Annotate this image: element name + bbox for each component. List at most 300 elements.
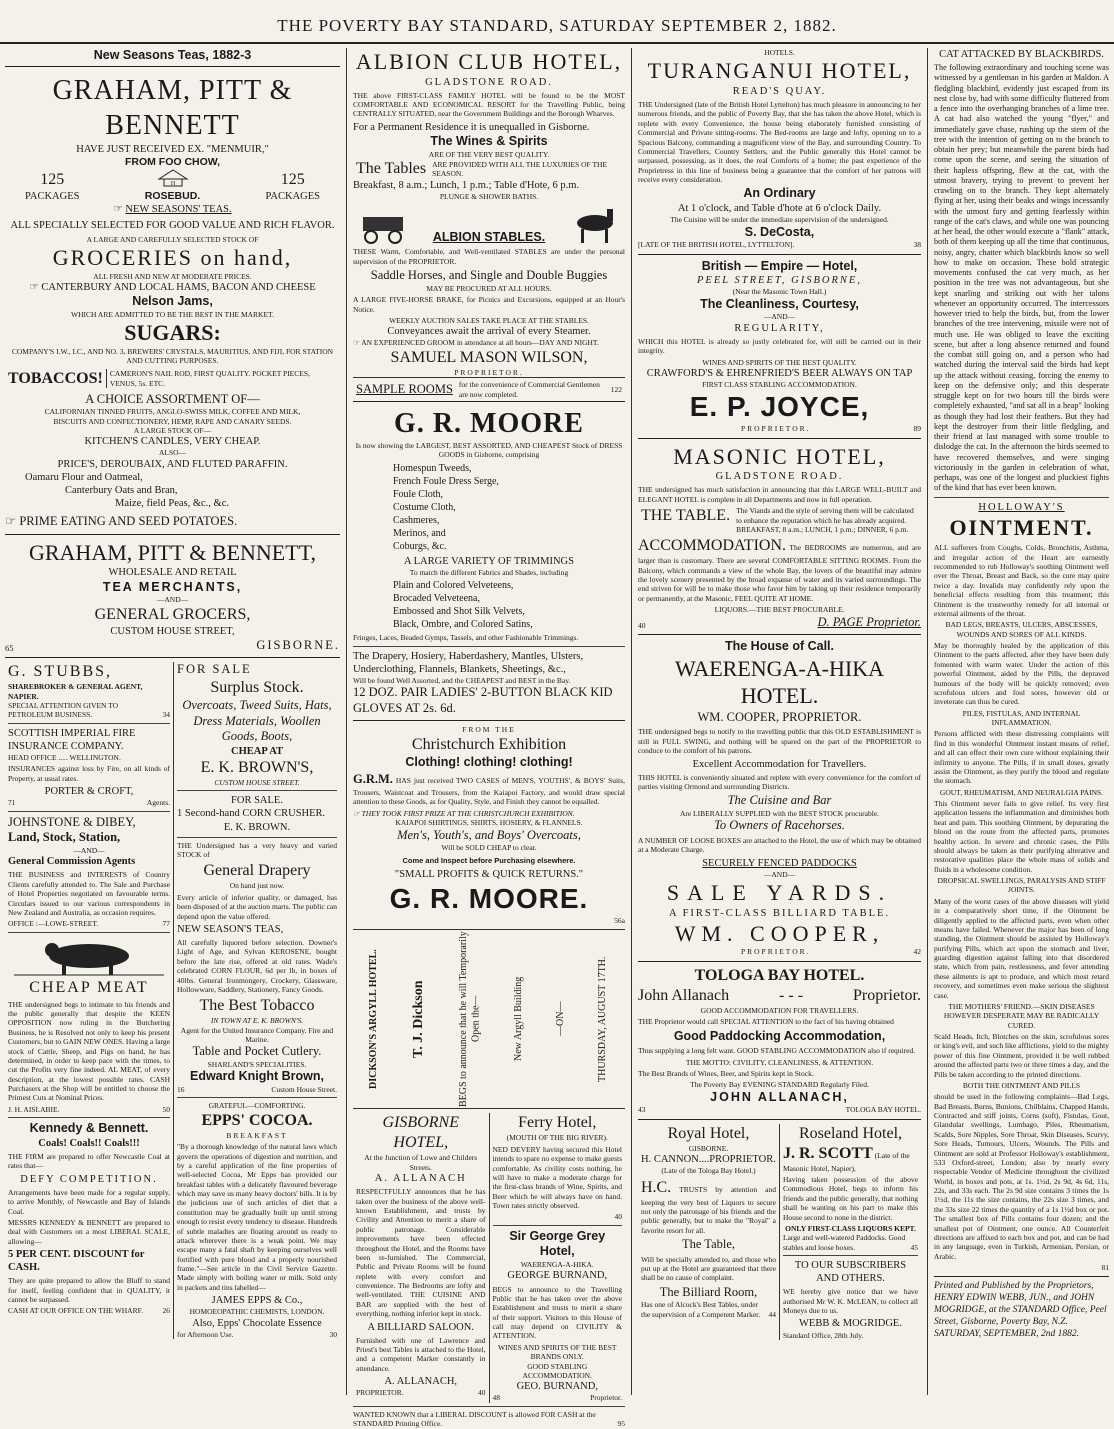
vertical-text: New Argyll Building <box>512 977 524 1062</box>
billiard-heading: A BILLIARD SALOON. <box>367 1321 474 1333</box>
tea-merchants: TEA MERCHANTS, <box>102 579 243 594</box>
agent-text: Agent for the United Insurance Company. Fire and Marine. <box>180 1025 334 1044</box>
profits-text: "SMALL PROFITS & QUICK RETURNS." <box>394 868 584 880</box>
permanent-text: For a Permanent Residence it is unequalled in Gisborne. <box>353 121 590 133</box>
hc-text: TRUSTS by attention and keeping the very best of Liquors to secure not only the patronage of his friends and the public generally, but to make the "Royal" a favorite resort for all. <box>641 1184 776 1235</box>
burnand-row <box>493 1393 623 1402</box>
svg-text:H: H <box>170 180 175 187</box>
porter-text: PORTER & CROFT, <box>44 786 134 798</box>
auction-text: WEEKLY AUCTION SALES TAKE PLACE AT THE STABLES. <box>389 315 589 325</box>
arrange-text: Arrangements have been made for a regular supply, to arrive Monthly, of Newcastle and Bay of Islands Coal. <box>8 1187 170 1216</box>
stubbs-heading: G. STUBBS, <box>8 663 113 681</box>
carriage-icon <box>353 205 413 245</box>
rosebud-brand: ROSEBUD. <box>144 189 201 202</box>
liberally-text: Are LIBERALLY SUPPLIED with the BEST STOCK procurable. <box>679 809 880 818</box>
cheap-meat-heading: CHEAP MEAT <box>29 978 149 996</box>
grm-block <box>353 772 625 806</box>
hc-initials: H.C. <box>641 1178 672 1196</box>
table2-text: Will be specially attended to, and those who put up at the Hotel are guaranteed that there shall be no cause of complaint. <box>641 1254 776 1283</box>
office-text: OFFICE :—LOWE-STREET. <box>8 919 99 929</box>
col1-lower <box>5 662 340 1339</box>
stables-text: Large and well-watered Paddocks. Good stables and loose boxes. <box>783 1233 906 1252</box>
sample-heading: SAMPLE ROOMS <box>356 381 453 396</box>
land-heading: Land, Stock, Station, <box>8 830 121 845</box>
browns-heading: E. K. BROWN'S, <box>200 758 314 776</box>
teas-text: All carefully liquored before selection. Downer's Light of Age, and Sylvan KEROSENE, bought before the late rise, offered at old rates. Wade's celebrated CORN FLOUR, 6d per lb, in boxes of 40lbs. General Ironmongery, Crockery, Glassware, Hollowware, Saddlery, Stationery, Fancy Goods. <box>177 938 337 994</box>
list-item: Black, Ombre, and Colored Satins, <box>393 619 533 631</box>
near-text: (Near the Masonic Town Hall.) <box>732 287 827 297</box>
ad-number: 89 <box>913 424 921 434</box>
sample-row <box>353 377 625 402</box>
moore-text: Is now showing the LARGEST, BEST ASSORTED, AND CHEAPEST Stock of DRESS GOODS in Gisborne, comprising <box>355 440 623 460</box>
best-tobacco: The Best Tobacco <box>199 997 315 1015</box>
stock-text: A LARGE AND CAREFULLY SELECTED STOCK OF <box>86 234 259 244</box>
town-row <box>5 638 340 654</box>
prize-line <box>353 809 625 818</box>
fringes-text: Fringes, Laces, Beaded Gymps, Tassels, and other Fashionable Trimmings. <box>353 633 579 643</box>
head-office: HEAD OFFICE ..... WELLINGTON. <box>8 753 121 762</box>
ointment-text: ALL sufferers from Coughs, Colds, Bronchitis, Asthma, and irregular action of the Heart are earnestly recommended to rub Holloway's soothing Ointment well over the Throat, Breast and Back, so the cure may quire twice a day. Invalids may confidently rely upon the beneficial effects resulting from this treatment; this Ointment is the trustworthy remedy for all internal or external ailments of the throat. <box>934 543 1109 618</box>
sold-text: Will be SOLD CHEAP to clear. <box>441 843 537 853</box>
piles-heading: PILES, FISTULAS, AND INTERNAL INFLAMMATION. <box>962 708 1081 727</box>
stables-heading: ALBION STABLES. <box>432 229 546 244</box>
accommodation-block <box>638 536 921 603</box>
both-text: should be used in the following complaints—Bad Legs, Bad Breasts, Burns, Bunions, Chilblains, Chapped Hands, Contracted and stiff joints, Corns (soft), Fistulas, Gout, Glandular swellings, Lumbago, Piles, Rheumatism, Scalds, Sore Nipples, Sore Throat, Skin Diseases, Scurvy, Sore Heads, Tumours, Ulcers, Wounds. The Pills and Ointment are sold at Professor Holloway's establishment, 533 Oxford-street, London; also by nearly every respectable Vendor of Medicine throughout the civilized World, in boxes and pots, at 1s. 1½d, 2s 9d, 4s 6d, 11s, 22s, and 33s each. The 2s 9d size contains 3 times the 1s 1½d, the 11s the size contains, the 22s size 3 times, and the 33s size 22 times the quantity of a 1s 1½d box or pot. The smallest box of Pills contains four dozen; and the smallest pot of Ointment, one ounce. All Counterfeit directions are affixed to each box and pot, and can be had in any language, even in Turkish, Armenian, Persian, or Arabic. <box>934 1092 1109 1261</box>
mothers-heading: THE MOTHERS' FRIEND.—SKIN DISEASES HOWEVER DESPERATE MAY BE RADICALLY CURED. <box>943 1001 1100 1030</box>
bull-icon <box>14 936 164 976</box>
custom-street: CUSTOM HOUSE STREET. <box>214 777 300 787</box>
cannon-heading: H. CANNON....PROPRIETOR. <box>641 1154 776 1165</box>
ad-number: 65 <box>5 642 14 653</box>
list-item: Coburgs, &c. <box>393 540 447 552</box>
package-count: 125 <box>280 170 305 188</box>
epps-heading: EPPS' COCOA. <box>201 1111 313 1129</box>
drapery-heading: General Drapery <box>203 862 311 880</box>
allanach-text: RESPECTFULLY announces that he has taken over the business of the above well-known Establishment, and trusts by Civility and Attention to merit a share of public patronage. Considerable improvements have been effected throughout the Hotel, and the Rooms have been re-furnished. The Commercial, Public and Private Rooms will be found replete with every comfort and convenience. The Bedrooms are lofty and well-ventilated. THE CUISINE AND BAR are supplied with the best of everything, nothing inferior kept in stock. <box>356 1187 486 1319</box>
turanganui-heading: TURANGANUI HOTEL, <box>647 58 912 84</box>
ad-number: 44 <box>768 1309 776 1319</box>
roseland-text: Having taken possession of the above Commodious Hotel, begs to inform his friends and the public generally, that nothing shall be wanting on his part to make this House second to none in the district. <box>783 1175 918 1222</box>
cuisine-text: The Cuisine will be under the immediate supervision of the undersigned. <box>670 215 889 225</box>
firm-text: THE FIRM are prepared to offer Newcastle Coal at rates that— <box>8 1151 170 1171</box>
ad-number: 16 <box>177 1085 185 1094</box>
cat-text: The following extraordinary and touching scene was witnessed by a gentleman in his garden at Maldon. A fledgling blackbird, evidently just escaped from its nest close by, had with some difficulty fluttered from a fence into the overhanging branches of a lime tree. A cat had also watched the young "flyer," and immediately gave chase, rushing up the stem of the tree with the intention of getting on to the branch to obtain her prey; but meanwhile the parent birds had come upon the scene, and seeing the situation of their hapless offspring, flew at the cat, with the utmost bravery, trying to prevent to prevent her crawling on to the branch. They kept alternately flying at her, using their beaks and wings incessantly with the utmost fury and getting fearlessly within range of the cat's claws, and while one was pouncing at her head, the other would execute a "flank" attack, both of them keeping up all the time that continuous, noisy, angry, chatter which blackbirds know so well how to make on occasion. These bold strategic movements confused the cat very much, as her position in the tree was not advantageous, but she kept snarling and striking out with her talons whenever an opportunity occurred. The intercessors however tried to help the birds, but, from the lower branches of the tree intervening, missile were not of much use. He was obliged to leave the exciting scene, but after a long absence returned and found the combat still going on, and a person who had watched during the interval said the birds had kept up the attack without ceasing, forcing the enemy to keep on the defensive only; and this desperate struggle kept on for two hours till the birds were completely exhausted, "and sat all in a heap" looking as though they had lost their feathers. But they had kept the destroyer from their little fledgling, and their friend at last managed with some trouble to dislodge the cat. In the afternoon the birds seemed to have recovered themselves, and were singing victoriously in the garden in celebration of what, perhaps, was one of the longest and pluckiest fights of the kind that has ever been known. <box>934 63 1109 493</box>
stubbs-sub: SHAREBROKER & GENERAL AGENT, NAPIER. <box>8 682 143 701</box>
match-text: To match the different Fabrics and Shades, including <box>409 567 569 577</box>
trimmings-text: A LARGE VARIETY OF TRIMMINGS <box>404 555 574 567</box>
moore-heading-2: G. R. MOORE. <box>389 883 589 914</box>
page-row <box>638 615 921 631</box>
paddocks-text: SECURELY FENCED PADDOCKS <box>702 857 857 869</box>
col2-lower <box>353 1113 625 1402</box>
proprietor-label: Proprietor. <box>852 986 921 1004</box>
prize-text: THEY TOOK FIRST PRIZE AT THE CHRISTCHURCH EXHIBITION. <box>361 808 575 818</box>
conveyances-text: Conveyances await the arrival of every Steamer. <box>387 326 591 338</box>
page-text: D. PAGE Proprietor. <box>817 614 921 629</box>
maize-text: Maize, field Peas, &c., &c. <box>115 498 230 510</box>
afternoon-text: for Afternoon Use. <box>177 1329 234 1339</box>
johnstone-heading: JOHNSTONE & DIBEY, <box>8 814 136 829</box>
and-text: —AND— <box>73 845 105 855</box>
ad-number: 42 <box>913 947 921 957</box>
office-text: Standard Office, 28th July. <box>783 1330 864 1340</box>
allanach-heading: A. ALLANACH <box>374 1173 467 1185</box>
both-heading: BOTH THE OINTMENT AND PILLS <box>962 1080 1081 1090</box>
fruits-text: CALIFORNIAN TINNED FRUITS, ANGLO-SWISS MILK, COFFEE AND MILK, BISCUITS AND CONFECTIONERY, HEMP, RAPE AND CANARY SEEDS. <box>44 407 301 426</box>
subscribers-heading: TO OUR SUBSCRIBERS AND OTHERS. <box>794 1260 907 1285</box>
conv-text: THIS HOTEL is conveniently situated and replete with every convenience for the comfort of parties visiting Ormond and surrounding Districts. <box>638 772 921 791</box>
drapery-text: Every article of inferior quality, or damaged, has been disposed of at the auction marts. The public can depend upon the value offered. <box>177 892 337 921</box>
proprietor-label: Proprietor. <box>590 1393 622 1403</box>
packages-row <box>5 169 340 203</box>
ferry-row <box>493 1212 623 1221</box>
decosta-row <box>638 240 921 249</box>
column-1 <box>0 48 345 1395</box>
tables-row <box>353 159 625 179</box>
scottish-heading: SCOTTISH IMPERIAL FIRE INSURANCE COMPANY. <box>8 727 136 752</box>
paraffin-text: PRICE'S, DEROUBAIX, AND FLUTED PARAFFIN. <box>57 458 288 470</box>
gout-text: This Ointment never fails to give relief. Its very first application lessens the inflammation and diminishes both heat and pain. This soothing Ointment, by depurating the blood on the route from the affected parts, promotes healthy action. In severe and chronic cases, the Pills should always be taken as their purifying alterative and restorative qualities place the whole mass of solids and fluids in a wholesome condition. <box>934 799 1109 874</box>
cheap-at: CHEAP AT <box>230 745 284 757</box>
loose-text: A NUMBER OF LOOSE BOXES are attached to the Hotel, the use of which may be obtained at a Moderate Charge. <box>638 836 921 855</box>
wines-heading: The Wines & Spirits <box>430 133 548 148</box>
webb-text: WEBB & MOGRIDGE. <box>799 1318 902 1330</box>
late-text: [LATE OF THE BRITISH HOTEL, LYTTELTON]. <box>638 240 795 250</box>
ferry-hotel-ad <box>489 1113 626 1402</box>
and-text: —AND— <box>763 312 796 322</box>
tobaccos-sub: CAMERON'S NAIL ROD, FIRST QUALITY. POCKET PIECES, VENUS, 5s. ETC. <box>106 369 340 388</box>
decosta-heading: S. DeCosta, <box>744 224 815 239</box>
stabling-text: GOOD STABLING ACCOMMODATION. <box>522 1361 592 1380</box>
list-item: Homespun Tweeds, <box>393 462 472 474</box>
crusher-text: 1 Second-hand CORN CRUSHER. <box>177 808 326 820</box>
list-item: Foule Cloth, <box>393 488 444 500</box>
received-line: HAVE JUST RECEIVED EX. "MENMUIR," <box>76 143 269 155</box>
turanganui-text: THE Undersigned (late of the British Hotel Lyttelton) has much pleasure in announcing to her numerous friends, and the public of Poverty Bay, that she has taken the above Hotel, which is replete with every Convenience, the house being elaborately furnished consisting of Commercial and Private sitting-rooms. The Bed-rooms are large and lofty, opening on to a Spacious Balcony, commanding a magnificent view of the Bay, and surrounding Country. To Commercial Travellers, Country Settlers, and the Public generally this Hotel cannot be surpassed, possessing, as it does, the real Comforts of a home; the past experience of the Proprietress in this line of business being a guarantee that the comfort of her patrons will receive every consideration. <box>638 100 921 184</box>
good-text: GOOD ACCOMMODATION FOR TRAVELLERS. <box>700 1005 859 1015</box>
jams-sub: WHICH ARE ADMITTED TO BE THE BEST IN THE MARKET. <box>71 309 274 319</box>
albion-heading: ALBION CLUB HOTEL, <box>355 49 623 74</box>
overcoats-heading: Men's, Youth's, and Boys' Overcoats, <box>397 827 581 842</box>
piles-text: Persons afflicted with these distressing complaints will find in this wonderful Ointment instant means of relief, and all can effect their own cure without explaining their infirmity to anyone. The Pills, if in small doses, greatly assist the Ointment, as they purify the blood and regulate the stomach. <box>934 729 1109 786</box>
both-row <box>934 1263 1109 1272</box>
billiard-text: A FIRST-CLASS BILLIARD TABLE. <box>668 907 891 919</box>
gladstone-text: GLADSTONE ROAD. <box>715 471 844 483</box>
dropsy-text: Many of the worst cases of the above diseases will yield in a comparatively short time, if the Ointment be diligently applied to the affected parts, even when other means have failed. Whenever the major has been of long standing, the Ointment should be assisted by Holloway's purifying Pills, which act upon the stomach and liver, guarding digestion against falling into that disordered state, which from pain, restlessness, and fever attending these ailments is apt to produce, and which most retard recovery, and sometimes even make serious the slightest case. <box>934 896 1109 1000</box>
velvet-list <box>393 579 625 631</box>
cleanliness-heading: The Cleanliness, Courtesy, <box>700 296 859 311</box>
list-item: Plain and Colored Velveteens, <box>393 580 514 592</box>
table-text: The Viands and the style of serving them will be calculated to enhance the reputation which he has already acquired. BREAKFAST, 8 a.m.; LUNCH, 1 p.m.; DINNER, 6 p.m. <box>736 506 914 534</box>
liquors-text: LIQUORS.—THE BEST PROCURABLE. <box>714 605 845 615</box>
ad-number: 43 <box>638 1105 646 1115</box>
meals-text: Breakfast, 8 a.m.; Lunch, 1 p.m.; Table d'Hote, 6 p.m. <box>353 179 580 191</box>
gout-heading: GOUT, RHEUMATISM, AND NEURALGIA PAINS. <box>939 787 1104 797</box>
junction-text: At the Junction of Lowe and Childers Streets. <box>364 1153 478 1172</box>
ad-number: 95 <box>617 1419 625 1429</box>
aislabie-text: J. H. AISLABIE. <box>8 1104 60 1114</box>
gloves-text: 12 DOZ. PAIR LADIES' 2-BUTTON BLACK KID GLOVES AT 2s. 6d. <box>353 685 613 715</box>
tobaccos-heading: TOBACCOS! <box>8 369 103 387</box>
royal-hotel-ad <box>638 1124 779 1340</box>
pointing-hand-icon: ☞ <box>113 203 123 215</box>
billiard-row <box>641 1300 776 1319</box>
epps-text: "By a thorough knowledge of the natural laws which govern the operations of digestion and nutrition, and by a careful application of the fine properties of well-selected Cocoa, Mr Epps has provided our breakfast tables with a delicately flavoured beverage which may save us many heavy doctors' bills. It is by the judicious use of such articles of diet that a constitution may be gradually built up until strong enough to resist every tendency to disease. Hundreds of subtle maladies are floating around us ready to attack wherever there is a weak point. We may escape many a fatal shaft by keeping ourselves well fortified with pure blood and a properly nourished frame."—See article in the Civil Service Gazette. Made simply with boiling water or milk. Sold only in packets and tins labelled— <box>177 1142 337 1292</box>
roseland-heading: Roseland Hotel, <box>798 1124 903 1142</box>
new-seasons-label: NEW SEASONS' TEAS. <box>125 203 232 215</box>
vertical-text: THURSDAY, AUGUST 17TH. <box>597 956 609 1083</box>
tologa-text: THE Proprietor would call SPECIAL ATTENTION to the fact of his having obtained <box>638 1017 894 1027</box>
custom-street-2: Custom House Street. <box>271 1085 337 1094</box>
bacon-text: CANTERBURY AND LOCAL HAMS, BACON AND CHEESE <box>41 282 316 294</box>
breakfast-text: BREAKFAST <box>226 1130 288 1140</box>
ad-number: 40 <box>638 620 646 630</box>
john-sign: JOHN ALLANACH, <box>710 1089 849 1104</box>
epps-pre: GRATEFUL—COMFORTING. <box>208 1101 306 1111</box>
accommodation-heading: ACCOMMODATION. <box>638 537 787 555</box>
cat-heading: CAT ATTACKED BY BLACKBIRDS. <box>939 49 1104 60</box>
selected-text: ALL SPECIALLY SELECTED FOR GOOD VALUE AND RICH FLAVOR. <box>10 219 335 231</box>
gladstone-road: GLADSTONE ROAD. <box>425 76 553 88</box>
ad-number: 71 <box>8 798 16 808</box>
joyce-row <box>638 424 921 433</box>
ekb-text: E. K. BROWN. <box>223 821 291 833</box>
and-text: —AND— <box>763 869 796 879</box>
subscribers-text: WE hereby give notice that we have authorised Mr W. K. McLEAN, to collect all Moneys due to us. <box>783 1287 918 1315</box>
ad-number: 40 <box>478 1388 486 1398</box>
stables-row <box>783 1233 918 1252</box>
stubbs-text-row <box>8 701 170 720</box>
coals-heading: Coals! Coals!! Coals!!! <box>38 1137 140 1149</box>
sale-heading: FOR SALE <box>177 662 252 677</box>
cooper-row <box>638 947 921 956</box>
legs-heading: BAD LEGS, BREASTS, ULCERS, ABSCESSES, WOUNDS AND SORES OF ALL KINDS. <box>945 620 1098 639</box>
sample-text: for the convenience of Commercial Gentlemen are now completed. <box>458 380 600 399</box>
owners-heading: To Owners of Racehorses. <box>714 818 845 833</box>
candles-text: KITCHEN'S CANDLES, VERY CHEAP. <box>84 436 261 448</box>
albion-text: THE above FIRST-CLASS FAMILY HOTEL will be found to be the MOST COMFORTABLE AND ECONOMICAL RESORT for the Travelling Public, being CENTRALLY SITUATED, near the Government Buildings and the Borough Wharves. <box>353 90 625 119</box>
john-row <box>638 986 921 1006</box>
also-text: ALSO— <box>158 448 187 458</box>
meat-text: THE undersigned begs to intimate to his friends and the public generally that despite the KEEN OPPOSITION now ruling in the Butchering Business, he is Resolved not only to keep his present Customers, but to GAIN NEW ONES. Having a large stock of Cattle, Sheep, and Pigs on hand, he has determined, in order to keep pace with the times, to cut the Profits very fine indeed. AL MEAT, of every description, at the lowest possible rates. CASH Purchasers at the Shop will be entitled to choose the Primest Cuts at Nominal Prices. <box>8 999 170 1103</box>
holloways-heading: HOLLOWAY'S <box>978 501 1065 513</box>
from-line: FROM FOO CHOW, <box>124 155 221 168</box>
tologa-sign: TOLOGA BAY HOTEL. <box>845 1105 921 1115</box>
vertical-text: BEGS to announce that he will Temporarily Open the— <box>457 931 482 1108</box>
date-text: SATURDAY, SEPTEMBER, 2nd 1882. <box>934 1328 1079 1339</box>
from-text: FROM THE <box>462 725 516 735</box>
ad-number: 34 <box>162 710 170 720</box>
moore-row <box>353 916 625 925</box>
list-item: French Foule Dress Serge, <box>393 475 499 487</box>
masthead-title: THE POVERTY BAY STANDARD, SATURDAY SEPTEMBER 2, 1882. <box>277 16 837 35</box>
printed-text: Printed and Published by the Proprietors, HENRY EDWIN WEBB, JUN., and JOHN MOGRIDGE, at the STANDARD Office, Peel Street, Gisborne, Poverty Bay, N.Z. <box>934 1281 1107 1327</box>
billiard-text: Furnished with one of Lawrence and Priest's best Tables is attached to the Hotel, and a competent Marker constantly in attendance. <box>356 1335 486 1373</box>
cash-row <box>8 1306 170 1315</box>
inspect-text: Come and Inspect before Purchasing elsewhere. <box>402 855 576 865</box>
potatoes-text: PRIME EATING AND SEED POTATOES. <box>19 514 238 529</box>
old-text: THE undersigned begs to notify to the travelling public that this OLD ESTABLISHMENT is still in FULL SWING, and nothing will be spared on the part of the PROPRIETOR to conduce to the comfort of his patrons. <box>638 727 921 756</box>
grm-heading: G.R.M. <box>353 772 393 787</box>
which-text: WHICH this HOTEL is already so justly celebrated for, will still be carried out in their integrity. <box>638 336 921 356</box>
billiard-room-text: Has one of Alcock's Best Tables, under the supervision of a Competent Marker. <box>641 1300 761 1319</box>
billiard-room-heading: The Billiard Room, <box>659 1284 758 1299</box>
business-text: THE BUSINESS and INTERESTS of Country Clients carefully attended to. The Sale and Purchase of Hotel Properties negotiated on favourable terms. Circulars issued to our various correspondents in New Zealand and Australia, as occasion requires. <box>8 870 170 917</box>
hc-block <box>641 1178 776 1236</box>
hand-text: On hand just now. <box>229 881 285 891</box>
wines-text: WINES AND SPIRITS OF THE BEST BRANDS ONLY. <box>498 1342 617 1362</box>
for-sale: FOR SALE. <box>231 795 283 807</box>
waerenga-heading: WAERENGA-A-HIKA HOTEL. <box>675 655 884 709</box>
potatoes-line <box>5 514 340 530</box>
column-3 <box>633 48 926 1395</box>
british-heading: British — Empire — Hotel, <box>701 258 858 273</box>
defy-heading: DEFY COMPETITION. <box>20 1173 158 1185</box>
packages-label: PACKAGES <box>265 190 320 202</box>
only-text: ONLY FIRST-CLASS LIQUORS KEPT. <box>785 1223 916 1233</box>
burnand-heading: GEORGE BURNAND, <box>507 1270 608 1282</box>
proprietor-label: PROPRIETOR. <box>454 367 524 377</box>
agents-text: Agents. <box>146 798 170 808</box>
custom-row <box>177 1085 337 1094</box>
wanted-text: WANTED KNOWN that a LIBERAL DISCOUNT is allowed FOR CASH at the STANDARD Printing Office. <box>353 1409 596 1429</box>
vertical-text: —ON— <box>555 1002 567 1037</box>
overcoats-text: Overcoats, Tweed Suits, Hats, Dress Materials, Woollen Goods, Boots, <box>182 697 332 744</box>
stables-text: THESE Warm, Comfortable, and Well-ventilated STABLES are under the personal supervision of the PROPRIETOR. <box>353 247 625 266</box>
bacon-line <box>5 281 340 294</box>
wines-sub: ARE OF THE VERY BEST QUALITY. <box>428 149 550 159</box>
col1-lower-left <box>5 662 173 1339</box>
legs-text: May be thoroughly healed by the application of this Ointment to the parts affected, after they have been duly fomented with warm water. Under the action of this powerful Ointment, aided by the Pills, the depraved humours of the body will be quickly removed; even scrofulous ulcers and foul sores, however old or inveterate can thus be cured. <box>934 641 1109 707</box>
house-heading: The House of Call. <box>724 639 835 654</box>
grey-heading: Sir George Grey Hotel, <box>509 1228 606 1259</box>
vertical-text: T. J. Dickson <box>411 980 427 1059</box>
cutlery-text: Table and Pocket Cutlery. <box>192 1044 322 1059</box>
jrs-heading: J. R. SCOTT <box>783 1144 873 1162</box>
stables-row <box>353 205 625 245</box>
column-2 <box>348 48 630 1429</box>
package-count: 125 <box>40 170 65 188</box>
quay-text: READ'S QUAY. <box>732 85 827 97</box>
ad-number: 50 <box>162 1104 170 1114</box>
ad-number: 45 <box>910 1242 918 1252</box>
ad-number: 122 <box>610 384 622 394</box>
kennedy-heading: Kennedy & Bennett. <box>29 1121 149 1136</box>
dash-separator: - - - <box>779 986 804 1004</box>
saleyards-heading: SALE YARDS. <box>666 880 893 906</box>
ad-number: 30 <box>329 1329 337 1339</box>
burnand-text: BEGS to announce to the Travelling Public that he has taken over the above Establishment and trusts to merit a share of their support. Visitors to this House of call may depend on CIVILITY & ATTENTION. <box>492 1284 622 1341</box>
moore-heading: G. R. MOORE <box>394 407 584 439</box>
tables-heading: The Tables <box>356 159 427 177</box>
house-icon <box>158 169 188 187</box>
ad-number: 81 <box>1101 1263 1109 1272</box>
ordinary-sub: At 1 o'clock, and Table d'hote at 6 o'clock Daily. <box>677 203 882 214</box>
sharland-text: SHARLAND'S SPECIALITIES. <box>207 1060 307 1069</box>
saddle-text: Saddle Horses, and Single and Double Buggies <box>370 268 608 283</box>
fresh-text: ALL FRESH AND NEW AT MODERATE PRICES. <box>93 271 252 281</box>
column-rule <box>631 48 632 1395</box>
packages-label: PACKAGES <box>25 190 80 202</box>
tobaccos-row <box>5 369 340 389</box>
wanted-row <box>353 1410 625 1429</box>
table-heading: THE TABLE. <box>641 507 731 525</box>
general-grocers: GENERAL GROCERS, <box>94 605 251 623</box>
proprietor-label: PROPRIETOR. <box>740 947 811 957</box>
royal-gisborne: GISBORNE. <box>688 1143 729 1153</box>
brake-text: A LARGE FIVE-HORSE BRAKE, for Picnics and Excursions, equipped at an Hour's Notice. <box>353 295 625 314</box>
tables-sub: ARE PROVIDED WITH ALL THE LUXURIES OF THE SEASON. <box>432 159 608 178</box>
dress-goods-list <box>393 462 625 553</box>
standard-text: The Poverty Bay EVENING STANDARD Regularly Filed. <box>690 1080 869 1090</box>
assorted-text: Will be found Well Assorted, and the CHEAPEST and BEST in the Bay. <box>353 675 571 685</box>
commission-heading: General Commission Agents <box>8 856 136 868</box>
cooper-sign: WM. COOPER, <box>674 920 885 946</box>
column-4 <box>929 48 1114 1395</box>
agents-row <box>8 798 170 807</box>
brands-text: The Best Brands of Wines, Beer, and Spirits kept in Stock. <box>638 1068 814 1078</box>
wilson-heading: SAMUEL MASON WILSON, <box>390 348 588 366</box>
royal-heading: Royal Hotel, <box>667 1124 750 1142</box>
procured-text: MAY BE PROCURED AT ALL HOURS. <box>426 283 552 293</box>
cooper-heading: WM. COOPER, PROPRIETOR. <box>697 709 862 724</box>
quality-text: They are quite prepared to allow the Bluff to stand for itself, feeling confident that in QUALITY, it cannot be surpassed. <box>8 1276 170 1304</box>
exhibition-heading: Christchurch Exhibition <box>411 735 567 753</box>
ointment-heading: OINTMENT. <box>949 514 1094 540</box>
table-row <box>638 506 921 534</box>
aislabie-row <box>8 1105 170 1114</box>
jrs-block <box>783 1144 918 1173</box>
jrs-sub: (Late of the Masonic Hotel, Napier), <box>783 1150 910 1173</box>
late-text: (Late of the Tologa Bay Hotel.) <box>661 1166 756 1176</box>
office-row <box>8 919 170 928</box>
wholesale-text: WHOLESALE AND RETAIL <box>108 567 237 579</box>
teas-heading-2: NEW SEASON'S TEAS, <box>177 923 284 935</box>
proprietor-label: PROPRIETOR. <box>356 1388 404 1398</box>
kaiapoi-text: KAIAPOI SHIRTINGS, SHIRTS, HOSIERY, & FLANNELS. <box>395 818 583 828</box>
surplus-heading: Surplus Stock. <box>210 678 304 696</box>
col1-lower-right <box>173 662 340 1339</box>
proprietor-row <box>356 1388 486 1397</box>
insurances-text: INSURANCES against loss by Fire, on all kinds of Property, at usual rates. <box>8 764 170 783</box>
beer-text: CRAWFORD'S & EHRENFRIED'S BEER ALWAYS ON TAP <box>646 367 913 379</box>
jams-heading: Nelson Jams, <box>132 294 213 309</box>
ad-number: 56a <box>614 916 625 925</box>
groom-line <box>353 338 625 347</box>
discount-text: 5 PER CENT. DISCOUNT for CASH. <box>8 1249 145 1274</box>
edward-heading: Edward Knight Brown, <box>189 1069 325 1084</box>
ordinary-heading: An Ordinary <box>743 186 816 201</box>
joyce-heading: E. P. JOYCE, <box>689 391 870 423</box>
list-item: Brocaded Velveteena, <box>393 593 480 605</box>
gisborne-hotel-heading: GISBORNE HOTEL, <box>382 1114 459 1152</box>
pointing-hand-icon: ☞ <box>5 514 17 529</box>
firm-name-2: GRAHAM, PITT & BENNETT, <box>28 539 316 565</box>
list-item: Embossed and Shot Silk Velvets, <box>393 606 525 618</box>
chemists-text: HOMOEOPATHIC CHEMISTS, LONDON. <box>189 1307 325 1317</box>
also-epps: Also, Epps' Chocolate Essence <box>192 1317 322 1329</box>
town-text: GISBORNE. <box>256 637 340 652</box>
paddocking-heading: Good Paddocking Accommodation, <box>673 1028 886 1043</box>
peel-text: PEEL STREET, GISBORNE, <box>697 275 862 287</box>
choice-heading: A CHOICE ASSORTMENT OF— <box>85 391 260 406</box>
allanach-sign: A. ALLANACH, <box>384 1376 458 1388</box>
flour-text: Oamaru Flour and Oatmeal, <box>25 471 143 483</box>
vertical-text: DICKSON'S ARGYLL HOTEL. <box>367 949 379 1090</box>
pointing-hand-icon: ☞ <box>29 282 39 294</box>
firm-name: GRAHAM, PITT & BENNETT <box>52 74 293 141</box>
col3-lower <box>638 1124 921 1340</box>
